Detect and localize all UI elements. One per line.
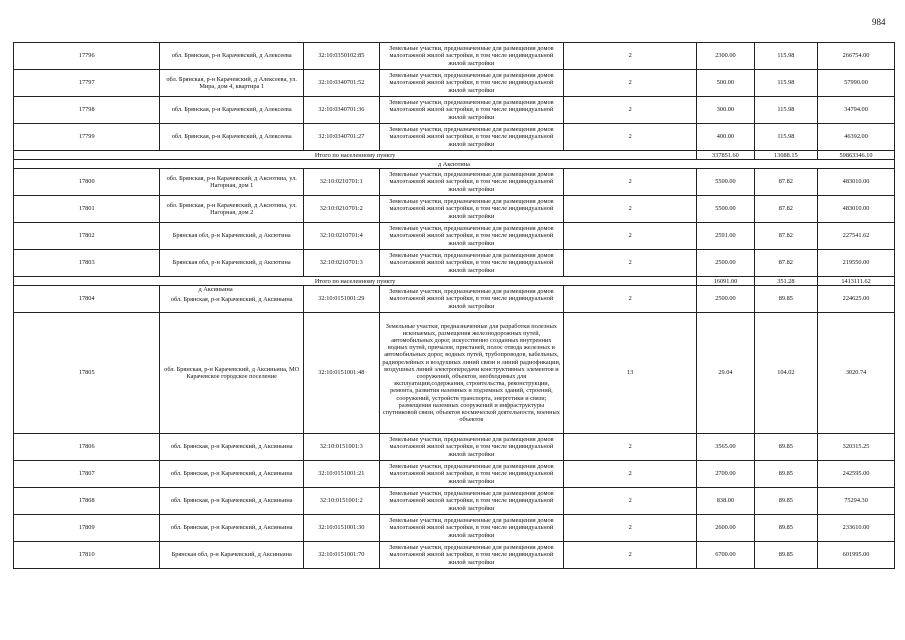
area: 2500.00	[697, 286, 754, 313]
address: обл. Брянская, р-н Карачевский, д Алексеева	[171, 52, 292, 60]
land-use: Земельные участки, предназначенные для размещения домов малоэтажной жилой застройки, в том числе индивидуальной жилой застройки	[379, 434, 563, 461]
address-cell	[160, 488, 303, 515]
land-use: Земельные участки, предназначенные для размещения домов малоэтажной жилой застройки, в том числе индивидуальной жилой застройки	[379, 515, 563, 542]
address-cell	[160, 434, 303, 461]
land-use: Земельные участки, предназначенные для размещения домов малоэтажной жилой застройки, в том числе индивидуальной жилой застройки	[379, 542, 563, 569]
category: 13	[564, 313, 697, 434]
total-value: 1413111.62	[818, 277, 895, 286]
address-cell	[160, 43, 303, 70]
row-number: 17800	[14, 169, 160, 196]
row-number: 17805	[14, 313, 160, 434]
cadastral-value: 483010.00	[818, 196, 895, 223]
address: обл. Брянская, р-н Карачевский, д Аксиньина	[170, 443, 293, 451]
cadastral-number: 32:10:0340701:27	[303, 124, 379, 151]
rate: 89.85	[754, 542, 818, 569]
row-number: 17807	[14, 461, 160, 488]
settlement-header-row	[14, 160, 895, 169]
address-cell	[160, 313, 303, 434]
cadastral-number: 32:10:0340701:36	[303, 97, 379, 124]
area: 838.00	[697, 488, 754, 515]
total-rate: 351.28	[754, 277, 818, 286]
rate: 87.82	[754, 223, 818, 250]
table-body	[14, 43, 895, 569]
land-use: Земельные участки, предназначенные для размещения домов малоэтажной жилой застройки, в том числе индивидуальной жилой застройки	[379, 286, 563, 313]
category: 2	[564, 488, 697, 515]
rate: 89.85	[754, 461, 818, 488]
row-number: 17799	[14, 124, 160, 151]
area: 29.04	[697, 313, 754, 434]
category: 2	[564, 515, 697, 542]
area: 6700.00	[697, 542, 754, 569]
cadastral-value: 483010.00	[818, 169, 895, 196]
total-area: 16091.00	[697, 277, 754, 286]
table-row	[14, 461, 895, 488]
rate: 87.82	[754, 169, 818, 196]
total-area: 337851.60	[697, 151, 754, 160]
row-number: 17810	[14, 542, 160, 569]
land-use: Земельные участки, предназначенные для размещения домов малоэтажной жилой застройки, в том числе индивидуальной жилой застройки	[379, 461, 563, 488]
address-cell	[160, 286, 303, 313]
table-row	[14, 542, 895, 569]
area: 2700.00	[697, 461, 754, 488]
table-row	[14, 124, 895, 151]
category: 2	[564, 434, 697, 461]
land-registry-table	[13, 42, 895, 569]
area: 5500.00	[697, 169, 754, 196]
address: обл. Брянская, р-н Карачевский, д Аксиньина, МО Карачевское городское поселение	[164, 365, 300, 380]
land-use: Земельные участки, предназначенные для размещения домов малоэтажной жилой застройки, в том числе индивидуальной жилой застройки	[379, 43, 563, 70]
cadastral-number: 32:10:0151001:3	[303, 434, 379, 461]
category: 2	[564, 223, 697, 250]
row-number: 17804	[14, 286, 160, 313]
row-number: 17798	[14, 97, 160, 124]
table-row	[14, 97, 895, 124]
total-value: 59863346.10	[818, 151, 895, 160]
cadastral-value: 601995.00	[818, 542, 895, 569]
area: 5500.00	[697, 196, 754, 223]
cadastral-value: 46392.00	[818, 124, 895, 151]
address-cell	[160, 169, 303, 196]
address: обл. Брянская, р-н Карачевский, д Аксиньина	[170, 295, 293, 303]
land-use: Земельные участки, предназначенные для размещения домов малоэтажной жилой застройки, в том числе индивидуальной жилой застройки	[379, 169, 563, 196]
table-row	[14, 196, 895, 223]
row-number: 17796	[14, 43, 160, 70]
address: Брянская обл, р-н Карачевский, д Аксютина	[172, 232, 291, 240]
table-row	[14, 488, 895, 515]
cadastral-number: 32:10:0340701:52	[303, 70, 379, 97]
area: 3565.00	[697, 434, 754, 461]
rate: 115.98	[754, 70, 818, 97]
category: 2	[564, 542, 697, 569]
address-cell	[160, 223, 303, 250]
settlement-name: д Аксиньина	[198, 286, 233, 294]
row-number: 17801	[14, 196, 160, 223]
area: 500.00	[697, 70, 754, 97]
cadastral-value: 320315.25	[818, 434, 895, 461]
cadastral-number: 32:10:0151001:29	[303, 286, 379, 313]
cadastral-value: 242595.00	[818, 461, 895, 488]
rate: 89.85	[754, 434, 818, 461]
land-use: Земельные участки, предназначенные для размещения домов малоэтажной жилой застройки, в том числе индивидуальной жилой застройки	[379, 223, 563, 250]
cadastral-value: 34794.00	[818, 97, 895, 124]
cadastral-value: 219550.00	[818, 250, 895, 277]
address: обл. Брянская, р-н Карачевский, д Аксютина, ул. Нагорная, дом 1	[166, 174, 297, 189]
rate: 89.85	[754, 488, 818, 515]
land-use: Земельные участки, предназначенные для разработки полезных ископаемых, размещения железнодорожных путей, автомобильных дорог, искусственно созданных внутренних водных путей, причалов, пристаней, полос отвода железных и автомобильных дорог, водных путей, трубопроводов, кабельных, радиорелейных и воздушных линий связи и линий радиофикации, воздушных линий электропередачи конструктивных элементов и сооружений, объектов, необходимых для эксплуатации,содержания, строительства, реконструкции, ремонта, развития наземных и подземных зданий, строений, сооружений, устройств транспорта, энергетики и связи; размещения наземных сооружений и инфраструктуры спутниковой связи, объектов космической деятельности, военных объектов	[379, 313, 563, 434]
settlement-total-row	[14, 151, 895, 160]
cadastral-value: 233610.00	[818, 515, 895, 542]
area: 2600.00	[697, 515, 754, 542]
address: Брянская обл, р-н Карачевский, д Аксютина	[172, 259, 291, 267]
cadastral-number: 32:10:0151001:70	[303, 542, 379, 569]
table-row	[14, 43, 895, 70]
cadastral-value: 224625.00	[818, 286, 895, 313]
cadastral-value: 227541.62	[818, 223, 895, 250]
table-row	[14, 169, 895, 196]
address: обл. Брянская, р-н Карачевский, д Аксиньина	[170, 497, 293, 505]
rate: 115.98	[754, 97, 818, 124]
cadastral-number: 32:10:0210701:1	[303, 169, 379, 196]
row-number: 17809	[14, 515, 160, 542]
category: 2	[564, 286, 697, 313]
category: 2	[564, 70, 697, 97]
cadastral-value: 266754.00	[818, 43, 895, 70]
category: 2	[564, 250, 697, 277]
area: 300.00	[697, 97, 754, 124]
table-row	[14, 250, 895, 277]
category: 2	[564, 196, 697, 223]
table-row	[14, 70, 895, 97]
land-use: Земельные участки, предназначенные для размещения домов малоэтажной жилой застройки, в том числе индивидуальной жилой застройки	[379, 70, 563, 97]
address: обл. Брянская, р-н Карачевский, д Аксиньина	[170, 524, 293, 532]
area: 400.00	[697, 124, 754, 151]
category: 2	[564, 124, 697, 151]
cadastral-number: 32:10:0151001:21	[303, 461, 379, 488]
category: 2	[564, 169, 697, 196]
address-cell	[160, 515, 303, 542]
rate: 87.82	[754, 196, 818, 223]
cadastral-number: 32:10:0210701:3	[303, 250, 379, 277]
total-label: Итого по населенному пункту	[14, 277, 697, 286]
cadastral-number: 32:10:0210701:4	[303, 223, 379, 250]
address: обл. Брянская, р-н Карачевский, д Аксиньина	[170, 470, 293, 478]
address: обл. Брянская, р-н Карачевский, д Алексеева	[171, 133, 292, 141]
category: 2	[564, 461, 697, 488]
address-cell	[160, 461, 303, 488]
address: обл. Брянская, р-н Карачевский, д Алексеева	[171, 106, 292, 114]
total-label: Итого по населенному пункту	[14, 151, 697, 160]
table-row	[14, 223, 895, 250]
address-cell	[160, 250, 303, 277]
table-row	[14, 313, 895, 434]
address: Брянская обл, р-н Карачевский, д Аксиньина	[171, 551, 292, 559]
cadastral-value: 3020.74	[818, 313, 895, 434]
row-number: 17797	[14, 70, 160, 97]
address-cell	[160, 97, 303, 124]
address-cell	[160, 196, 303, 223]
rate: 104.02	[754, 313, 818, 434]
category: 2	[564, 97, 697, 124]
settlement-name: д Аксютина	[14, 160, 895, 169]
row-number: 17806	[14, 434, 160, 461]
row-number: 17808	[14, 488, 160, 515]
cadastral-number: 32:10:0151001:48	[303, 313, 379, 434]
total-rate: 13088.15	[754, 151, 818, 160]
rate: 115.98	[754, 124, 818, 151]
area: 2300.00	[697, 43, 754, 70]
rate: 87.82	[754, 250, 818, 277]
land-use: Земельные участки, предназначенные для размещения домов малоэтажной жилой застройки, в том числе индивидуальной жилой застройки	[379, 250, 563, 277]
cadastral-number: 32:10:0210701:2	[303, 196, 379, 223]
land-use: Земельные участки, предназначенные для размещения домов малоэтажной жилой застройки, в том числе индивидуальной жилой застройки	[379, 196, 563, 223]
table-row	[14, 434, 895, 461]
category: 2	[564, 43, 697, 70]
area: 2500.00	[697, 250, 754, 277]
table-row	[14, 515, 895, 542]
address-cell	[160, 70, 303, 97]
table-row	[14, 286, 895, 313]
address-cell	[160, 542, 303, 569]
land-use: Земельные участки, предназначенные для размещения домов малоэтажной жилой застройки, в том числе индивидуальной жилой застройки	[379, 488, 563, 515]
row-number: 17802	[14, 223, 160, 250]
cadastral-value: 57990.00	[818, 70, 895, 97]
rate: 115.98	[754, 43, 818, 70]
rate: 89.85	[754, 515, 818, 542]
page-number: 984	[872, 17, 886, 27]
cadastral-number: 32:10:0350102:85	[303, 43, 379, 70]
rate: 89.85	[754, 286, 818, 313]
land-use: Земельные участки, предназначенные для размещения домов малоэтажной жилой застройки, в том числе индивидуальной жилой застройки	[379, 97, 563, 124]
area: 2591.00	[697, 223, 754, 250]
land-use: Земельные участки, предназначенные для размещения домов малоэтажной жилой застройки, в том числе индивидуальной жилой застройки	[379, 124, 563, 151]
cadastral-value: 75294.30	[818, 488, 895, 515]
row-number: 17803	[14, 250, 160, 277]
cadastral-number: 32:10:0151001:2	[303, 488, 379, 515]
cadastral-number: 32:10:0151001:30	[303, 515, 379, 542]
settlement-total-row	[14, 277, 895, 286]
address: обл. Брянская, р-н Карачевский, д Алексеева, ул. Мира, дом 4, квартира 1	[166, 75, 297, 90]
address: обл. Брянская, р-н Карачевский, д Аксютина, ул. Нагорная, дом 2	[166, 201, 297, 216]
address-cell	[160, 124, 303, 151]
